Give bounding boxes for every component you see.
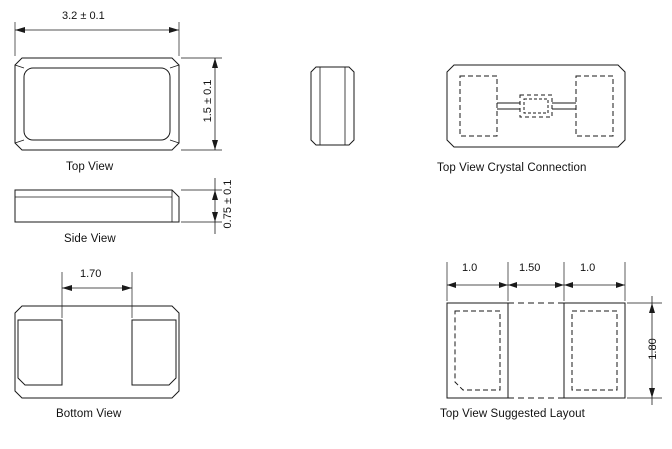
layout-arrow-2b (555, 282, 564, 288)
caption-top-view-suggested-layout: Top View Suggested Layout (440, 408, 585, 420)
layout-arrow-v-bottom (649, 388, 655, 398)
bottom-view-pad-left (18, 320, 62, 385)
bottom-view-pitch-arrow-right (122, 285, 132, 291)
dim-label-pad-height: 1.80 (647, 338, 659, 360)
bottom-view-group (15, 272, 179, 398)
top-view-lid (24, 68, 170, 140)
end-view-inner-lines (320, 67, 345, 145)
dim-label-length: 3.2 ± 0.1 (62, 10, 105, 22)
crystal-center-blank (520, 95, 552, 117)
crystal-connection-group (447, 65, 625, 147)
layout-arrow-2a (508, 282, 517, 288)
dim-label-pad-gap: 1.50 (519, 262, 541, 274)
layout-pad-right-inner (572, 311, 617, 390)
dim-label-width: 1.5 ± 0.1 (202, 79, 214, 123)
layout-pad-right-outer (564, 303, 625, 398)
side-view-height-arrow-bottom (212, 212, 218, 222)
layout-arrow-1b (499, 282, 508, 288)
top-view-group (15, 22, 222, 150)
dim-label-pitch: 1.70 (80, 268, 102, 280)
top-view-length-ext-lines (15, 22, 179, 56)
caption-top-view-crystal-connection: Top View Crystal Connection (437, 162, 587, 174)
side-view-outline (15, 190, 179, 222)
end-view-outline (311, 67, 354, 145)
top-view-width-arrow-bottom (212, 140, 218, 150)
bottom-view-pitch-arrow-left (62, 285, 72, 291)
suggested-layout-group (447, 262, 662, 405)
caption-bottom-view: Bottom View (56, 408, 122, 420)
top-view-length-arrow-left (15, 27, 25, 33)
layout-arrow-1a (447, 282, 456, 288)
layout-arrow-3a (564, 282, 573, 288)
layout-package-outline (508, 303, 564, 398)
dim-label-height: 0.75 ± 0.1 (222, 179, 234, 229)
caption-top-view: Top View (66, 161, 114, 173)
crystal-connection-bars (497, 103, 576, 109)
crystal-electrode-left (460, 76, 497, 136)
bottom-view-pad-right (132, 320, 176, 385)
layout-arrow-v-top (649, 303, 655, 313)
end-view-group (311, 67, 354, 145)
top-view-width-arrow-top (212, 58, 218, 68)
crystal-outline (447, 65, 625, 147)
caption-side-view: Side View (64, 233, 116, 245)
layout-arrow-3b (616, 282, 625, 288)
top-view-outline (15, 58, 179, 150)
layout-pad-left-inner (455, 311, 500, 390)
crystal-center-inner (524, 99, 548, 113)
side-view-height-arrow-top (212, 190, 218, 200)
side-view-group (15, 178, 222, 234)
crystal-electrode-right (576, 76, 613, 136)
top-view-corner-marks (15, 65, 179, 143)
dim-label-pad-right-width: 1.0 (580, 262, 596, 274)
dim-label-pad-left-width: 1.0 (462, 262, 478, 274)
top-view-length-arrow-right (169, 27, 179, 33)
